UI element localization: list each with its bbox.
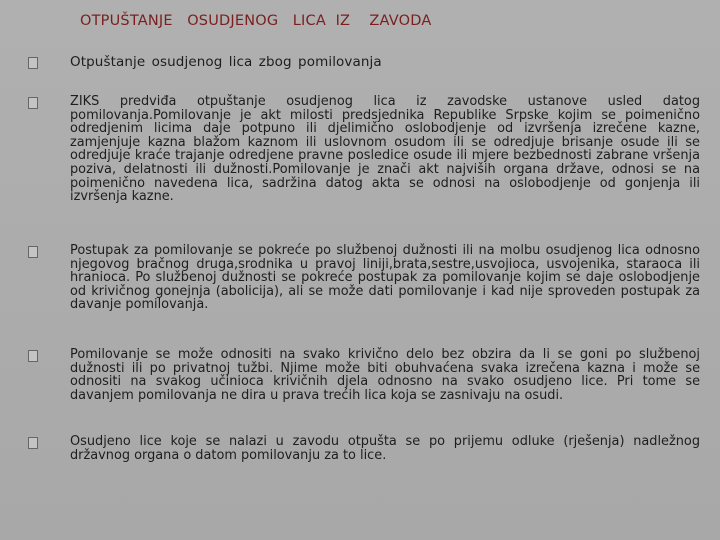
bullet-icon xyxy=(28,97,38,109)
slide-title: OTPUŠTANJE OSUDJENOG LICA IZ ZAVODA xyxy=(80,13,432,29)
bullet-paragraph: ZIKS predviđa otpuštanje osudjenog lica iz zavodske ustanove usled datog pomilovanja.Pomilovanje je akt milosti predsjednika Republike Srpske kojim se poimenično odredjenim licima daje potpuno ili djelimično oslobodjenje od izvršenja izrečene kazne, zamjenjuje kazna blažom kaznom ili uslovnom osudom ili se odredjuje brisanje osude ili se odredjuje kraće trajanje odredjene pravne posledice osude ili mjere bezbednosti zabrane vršenja poziva, delatnosti ili dužnosti.Pomilovanje je znači akt najviših organa države, odnosi se na poimenično navedena lica, sadržina datog akta se odnosi na oslobodjenje od gonjenja ili izvršenja kazne. xyxy=(70,94,700,205)
bullet-icon xyxy=(28,350,38,362)
bullet-icon xyxy=(28,246,38,258)
slide-subtitle-item: Otpuštanje osudjenog lica zbog pomilovanja xyxy=(70,54,382,70)
bullet-paragraph: Osudjeno lice koje se nalazi u zavodu otpušta se po prijemu odluke (rješenja) nadležnog državnog organa o datom pomilovanju za to lice. xyxy=(70,434,700,463)
bullet-paragraph: Postupak za pomilovanje se pokreće po službenoj dužnosti ili na molbu osudjenog lica odnosno njegovog bračnog druga,srodnika u pravoj liniji,brata,sestre,usvojioca, usvojenika, staraoca ili hranioca. Po službenoj dužnosti se pokreće postupak za pomilovanje kojim se daje oslobodjenje od krivičnog gonejnja (abolicija), ali se može dati pomilovanje i kad nije sproveden postupak za davanje pomilovanja. xyxy=(70,243,700,313)
bullet-icon xyxy=(28,57,38,69)
bullet-icon xyxy=(28,437,38,449)
bullet-paragraph: Pomilovanje se može odnositi na svako krivično delo bez obzira da li se goni po službenoj dužnosti ili po privatnoj tužbi. Njime može biti obuhvaćena svaka izrečena kazna i može se odnositi na svakog učinioca krivičnih djela odnosno na svako osudjeno lice. Pri tome se davanjem pomilovanja ne dira u prava trećih lica koja se zasnivaju na osudi. xyxy=(70,347,700,403)
